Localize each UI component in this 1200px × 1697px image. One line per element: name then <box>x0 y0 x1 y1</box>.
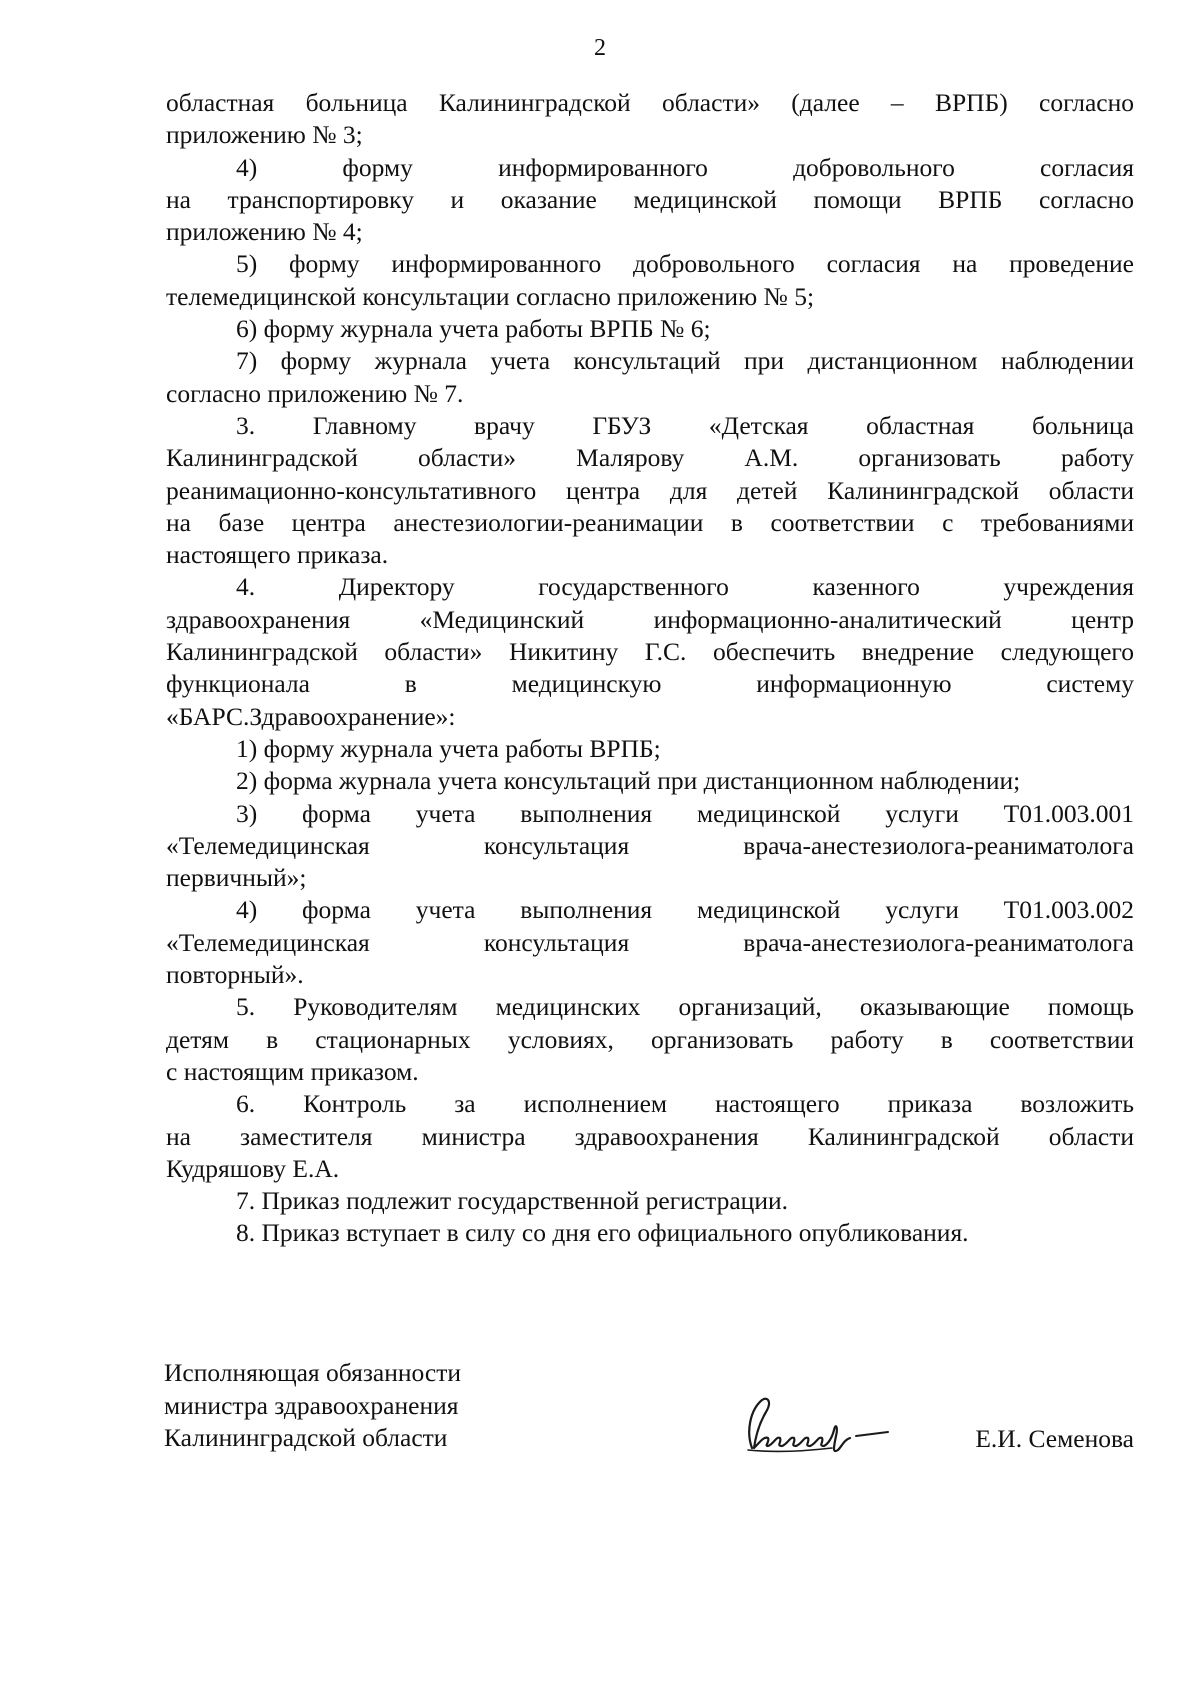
text-line: «Телемедицинская консультация врача-анестезиолога-реаниматолога <box>166 830 1134 860</box>
sub-item-4 <box>166 894 1134 991</box>
text-line: 7) форму журнала учета консультаций при дистанционном наблюдении <box>236 346 1134 376</box>
paragraph-continuation <box>166 87 1134 152</box>
signer-name: Е.И. Семенова <box>975 1424 1134 1453</box>
text-line: 5) форму информированного добровольного согласия на проведение <box>236 249 1134 279</box>
text-line: «Телемедицинская консультация врача-анестезиолога-реаниматолога <box>166 927 1134 957</box>
sub-item-3 <box>166 798 1134 895</box>
sub-item-1 <box>166 733 1134 765</box>
text-line: на транспортировку и оказание медицинской помощи ВРПБ согласно <box>166 184 1134 214</box>
position-line: Исполняющая обязанности <box>164 1358 461 1387</box>
section-3 <box>166 410 1134 571</box>
text-line: согласно приложению № 7. <box>166 378 464 408</box>
text-line: с настоящим приказом. <box>166 1056 419 1086</box>
text-line: настоящего приказа. <box>166 540 389 570</box>
text-line: реанимационно-консультативного центра для детей Калининградской области <box>166 475 1134 505</box>
text-line: «БАРС.Здравоохранение»: <box>166 701 456 731</box>
position-line: Калининградской области <box>164 1423 448 1452</box>
section-8 <box>166 1217 1134 1249</box>
signatory-position <box>164 1357 461 1455</box>
text-line: 4) форму информированного добровольного согласия <box>236 152 1134 182</box>
text-line: Кудряшову Е.А. <box>166 1153 340 1183</box>
text-line: приложению № 3; <box>166 120 363 150</box>
text-line: 2) форма журнала учета консультаций при дистанционном наблюдении; <box>236 766 1021 796</box>
text-line: на базе центра анестезиологии-реанимации в соответствии с требованиями <box>166 507 1134 537</box>
text-line: 5. Руководителям медицинских организаций, оказывающие помощь <box>236 992 1134 1022</box>
section-6 <box>166 1088 1134 1185</box>
text-line: функционала в медицинскую информационную систему <box>166 669 1134 699</box>
text-line: Калининградской области» Никитину Г.С. обеспечить внедрение следующего <box>166 637 1134 667</box>
text-line: 6) форму журнала учета работы ВРПБ № 6; <box>236 314 711 344</box>
document-body <box>166 87 1134 1250</box>
section-7 <box>166 1185 1134 1217</box>
text-line: 1) форму журнала учета работы ВРПБ; <box>236 733 661 763</box>
text-line: 4) форма учета выполнения медицинской услуги Т01.003.002 <box>236 895 1134 925</box>
text-line: 6. Контроль за исполнением настоящего приказа возложить <box>236 1089 1134 1119</box>
sub-item-2 <box>166 765 1134 797</box>
text-line: 3) форма учета выполнения медицинской услуги Т01.003.001 <box>236 798 1134 828</box>
section-5 <box>166 991 1134 1088</box>
text-line: 7. Приказ подлежит государственной регистрации. <box>236 1186 788 1216</box>
text-line: повторный». <box>166 960 304 990</box>
text-line: 3. Главному врачу ГБУЗ «Детская областная больница <box>236 410 1134 440</box>
text-line: здравоохранения «Медицинский информационно-аналитический центр <box>166 604 1134 634</box>
text-line: телемедицинской консультации согласно приложению № 5; <box>166 281 815 311</box>
text-line: детям в стационарных условиях, организовать работу в соответствии <box>166 1024 1134 1054</box>
text-line: на заместителя министра здравоохранения Калининградской области <box>166 1121 1134 1151</box>
text-line: 4. Директору государственного казенного учреждения <box>236 572 1134 602</box>
text-line: приложению № 4; <box>166 217 363 247</box>
list-item-7 <box>166 345 1134 410</box>
list-item-4 <box>166 152 1134 249</box>
text-line: областная больница Калининградской области» (далее – ВРПБ) согласно <box>166 88 1134 117</box>
list-item-5 <box>166 248 1134 313</box>
text-line: первичный»; <box>166 863 307 893</box>
section-4 <box>166 571 1134 732</box>
page-number: 2 <box>594 35 606 61</box>
handwritten-signature <box>738 1392 908 1460</box>
list-item-6 <box>166 313 1134 345</box>
text-line: Калининградской области» Малярову А.М. организовать работу <box>166 443 1134 473</box>
text-line: 8. Приказ вступает в силу со дня его официального опубликования. <box>236 1218 969 1248</box>
position-line: министра здравоохранения <box>164 1390 459 1420</box>
